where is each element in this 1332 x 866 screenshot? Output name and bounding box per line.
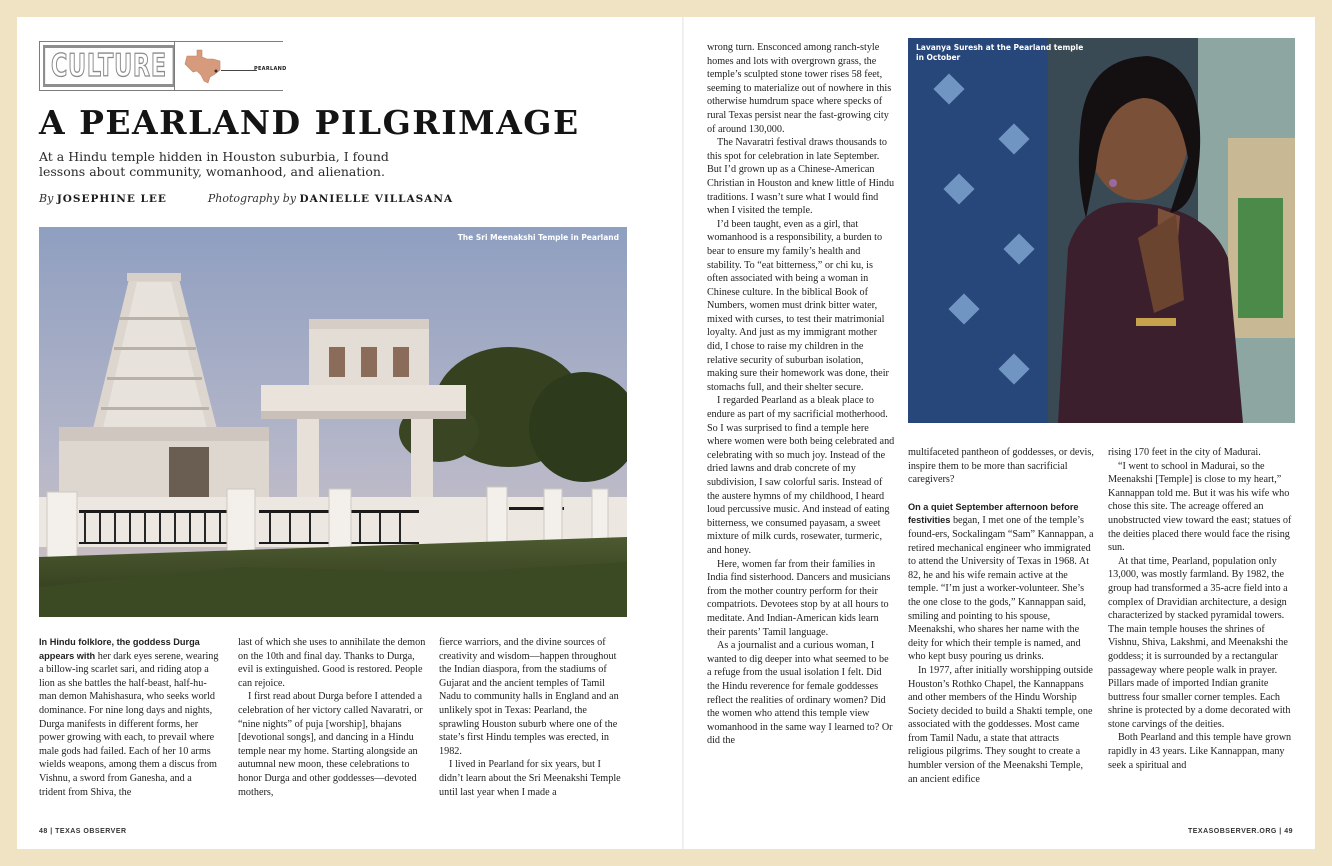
paragraph: I regarded Pearland as a bleak place to endure as part of my sacrificial motherhood. So I was surprised to find a temple here where women were both being celebrated and celebrating with so much joy. Instead of the dried lawns and drab concrete of my subdivision, I saw colorful saris. Instead of the austere hymns of my childhood, I heard loud percussive music. And instead of eating bitterness, we consumed payasam, a sweet mixture of milk curds, rosewater, turmeric, and honey.: [707, 395, 895, 556]
locator-line: [221, 70, 257, 71]
paragraph: last of which she uses to annihilate the demon on the 10th and final day. Thanks to Durga, evil is extinguished. Good is restored. People can rejoice.: [238, 637, 426, 689]
paragraph: “I went to school in Madurai, so the Meenakshi [Temple] is close to my heart,” Kannappan told me. But it was his wife who chose this site. The acreage offered an unobstructed view toward the east; statues of the deities placed there would face the rising sun.: [1108, 460, 1292, 554]
byline-author: JOSEPHINE LEE: [56, 193, 167, 205]
paragraph: Both Pearland and this temple have grown rapidly in 43 years. Like Kannappan, many seek a spiritual and: [1108, 732, 1292, 771]
portrait-photo: [908, 38, 1295, 423]
paragraph: As a journalist and a curious woman, I wanted to dig deeper into what seemed to be a refuge from the usual isolation I felt. Did the Hindu reverence for female goddesses reflect the realities of ordinary women? Did the women who attend this temple view womanhood in the same way I learned to? Or did the: [707, 640, 893, 747]
kicker-word: CULTURE: [43, 45, 175, 87]
body-column-6: [1108, 446, 1296, 772]
folio-left: 48 | TEXAS OBSERVER: [39, 828, 127, 835]
body-column-1: [39, 636, 219, 799]
paragraph: In 1977, after initially worshipping outside Houston’s Rothko Chapel, the Kannappans and other members of the Hindu Worship Society decided to build a Shakti temple, one associated with the goddesses. Most came from Tamil Nadu, a state that attracts religious pilgrims. They sought to create a humbler version of the Meenakshi Temple, an ancient edifice: [908, 664, 1093, 785]
temple-photo-caption: The Sri Meenakshi Temple in Pearland: [457, 233, 619, 242]
byline-photographer: DANIELLE VILLASANA: [299, 193, 454, 205]
byline-photo-prefix: Photography by: [207, 192, 296, 205]
paragraph: began, I met one of the temple’s found-ers, Sockalingam “Sam” Kannappan, a retired mechanical engineer who immigrated to attend the University of Texas in 1968. At 82, he and his wife remain active at the temple. “I’m just a worker-volunteer. She’s the one close to the gods,” Kannappan said, smiling and pointing to his spouse, Meenakshi, who shares her name with the deity for which their temple is named, and who kept busy pouring us drinks.: [908, 515, 1094, 663]
portrait-caption-line-2: in October: [916, 53, 961, 62]
paragraph: rising 170 feet in the city of Madurai.: [1108, 447, 1261, 458]
paragraph: wrong turn. Ensconced among ranch-style homes and lots with overgrown grass, the temple’s sculpted stone tower rises 58 feet, seeming to materialize out of nowhere in this otherwise humdrum space where specks of rural Texas persist near the fast-growing city of around 130,000.: [707, 42, 892, 135]
paragraph: I’d been taught, even as a girl, that womanhood is a responsibility, a burden to bear to ensure my family’s health and stability. To “eat bitterness,” or chi ku, is often associated with being a woman in Chinese culture. In the biblical Book of Numbers, women must drink bitter water, mixed with curses, to test their matrimonial loyalty. And just as my immigrant mother did, I chose to raise my children in the relative security of suburban isolation, making sure their homework was done, their stomachs full, and their shelter secure.: [707, 218, 889, 393]
byline: [39, 192, 453, 205]
temple-photo: [39, 227, 627, 617]
texas-map-icon: [183, 48, 223, 84]
article-headline: A PEARLAND PILGRIMAGE: [39, 103, 580, 142]
paragraph: multifaceted pantheon of goddesses, or devis, inspire them to be more than sacrificial caregivers?: [908, 447, 1094, 486]
portrait-caption-line-1: Lavanya Suresh at the Pearland temple: [916, 43, 1084, 52]
temple-illustration: [39, 227, 627, 617]
folio-right: TEXASOBSERVER.ORG | 49: [1187, 828, 1293, 835]
body-column-2: [238, 636, 428, 799]
section-kicker: [39, 41, 287, 91]
magazine-spread: [17, 17, 1315, 849]
body-column-4: [707, 41, 895, 748]
paragraph: The Navaratri festival draws thousands to this spot for celebration in late September. But I’d grown up as a Chinese-American Christian in Houston and knew little of Hindu traditions. I wasn’t sure what I would find when I visited the temple.: [707, 137, 895, 217]
portrait-illustration: [908, 38, 1295, 423]
article-dek: At a Hindu temple hidden in Houston suburbia, I found lessons about community, womanhood, and alienation.: [39, 149, 389, 179]
map-location-label: PEARLAND: [254, 66, 287, 72]
body-column-3: [439, 636, 625, 799]
page-gutter: [682, 17, 684, 849]
column-1-text: her dark eyes serene, wearing a billow-ing scarlet sari, and riding atop a lion as she battles the half-beast, half-hu-man demon Mahishasura, who seeks world dominance. For nine long days and nights, Durga manifests in different forms, her power growing with each, to prevail where male gods had failed. Each of her 10 arms wields weapons, among them a discus from Vishnu, a sword from Ganesha, and a trident from Shiva, the: [39, 650, 219, 798]
paragraph: fierce warriors, and the divine sources of creativity and wisdom—happen throughout the Indian diaspora, from the stadiums of Gujarat and the ancient temples of Tamil Nadu to community halls in England and an unlikely spot in Texas: Pearland, the sprawling Houston suburb where one of the state’s first Hindu temples was erected, in 1982.: [439, 637, 619, 757]
paragraph: At that time, Pearland, population only 13,000, was mostly farmland. By 1982, the group had transformed a 35-acre field into a complex of Dravidian architecture, a design characterized by stacked pyramidal towers. The main temple houses the shrines of Vishnu, Shiva, Lakshmi, and Meenakshi the goddess; it is surrounded by a rectangular passageway where people walk in prayer. Pillars made of imported Indian granite buttress four smaller corner temples. Each shrine is protected by a dome decorated with stone carvings of the deities.: [1108, 555, 1291, 730]
paragraph: Here, women far from their families in India find sisterhood. Dancers and musicians from the mother country perform for their compatriots. Devotees stop by at all hours to meditate. And Indian-American kids learn their parents’ Tamil language.: [707, 558, 891, 638]
body-column-5: [908, 446, 1095, 786]
paragraph: I first read about Durga before I attended a celebration of her victory called Navaratri, or “nine nights” of puja [worship], bhajans [devotional songs], and dancing in a Hindu temple near my home. Starting alongside an autumnal new moon, these celebrations to honor Durga and other goddesses—devoted mothers,: [238, 691, 423, 798]
texas-locator-map: [174, 42, 287, 90]
paragraph: I lived in Pearland for six years, but I didn’t learn about the Sri Meenakshi Temple until last year when I made a: [439, 759, 621, 798]
column-5-lead-in: On a quiet September afternoon before festivities: [908, 501, 1079, 526]
column-1-lead-in: In Hindu folklore, the goddess Durga appears with: [39, 637, 200, 661]
byline-by: By: [39, 192, 54, 205]
